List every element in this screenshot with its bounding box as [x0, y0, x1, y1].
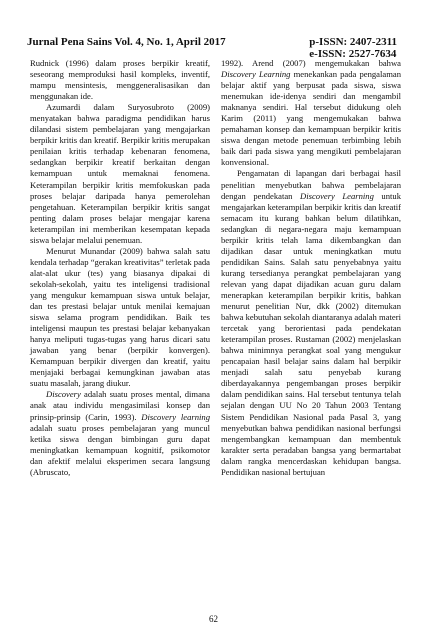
italic-term: Discovery: [46, 389, 81, 400]
right-text-column: [221, 58, 401, 478]
text-run: Azumardi dalam Suryosubroto (2009) menyatakan bahwa paradigma pendidikan harus dilandasi sistem pembelajaran yang mengajarkan berpikir kritis dan kreatif. Berpikir kritis merupakan penilaian kritis terhadap kebenaran fenomena, sedangkan berpikir kreatif berkaitan dengan kemampuan untuk memaknai fenomena. Keterampilan berpikir kritis memfokuskan pada proses belajar daripada hanya pemerolehan pengetahuan. Keterampilan berpikir kritis sangat penting dalam proses belajar mengajar karena keterampilan ini memberikan kesempatan kepada siswa belajar melalui penemuan.: [30, 102, 210, 245]
journal-title: Jurnal Pena Sains Vol. 4, No. 1, April 2017: [27, 36, 226, 48]
italic-term: Discovery learning: [141, 411, 211, 422]
right-column-paragraph: [221, 58, 401, 168]
text-run: 1992). Arend (2007) mengemukakan bahwa: [221, 58, 401, 68]
text-run: untuk mengajarkan keterampilan berpikir kritis dan kreatif semacam itu kurang bahkan belum dilatihkan, sedangkan di negara-negara maju kemampuan berpikir kritis telah lama dikembangkan dan dijadikan dasar untuk meningkatkan mutu pendidikan Sains. Salah satu penyebabnya yaitu kurang tersedianya perangkat pembelajaran yang relevan yang dapat dijadikan acuan guru dalam menerapkan keterampilan berpikir kritis, bahkan menurut penelitian Nur, dkk (2002) ditemukan bahwa kebutuhan sekolah diantaranya adalah materi tercetak yang berorientasi pada pendekatan keterampilan proses. Rustaman (2002) menjelaskan bahwa minimnya perangkat soal yang mengukur pencapaian hasil belajar sains dalam hal berpikir menjadi salah satu penyebab kurang diberdayakannya pengembangan proses berpikir dalam pendidikan sains. Hal tersebut tentunya telah sejalan dengan UU No 20 Tahun 2003 Tentang Sistem Pendidikan Nasional pada Pasal 3, yang menyebutkan bahwa pendidikan nasional berfungsi mengembangkan kemampuan dan membentuk karakter serta peradaban bangsa yang bermartabat dalam rangka mencerdaskan kehidupan bangsa. Pendidikan nasional bertujuan: [221, 190, 402, 477]
italic-term: Discovery Learning: [300, 190, 374, 201]
electronic-issn: e-ISSN: 2527-7634: [309, 48, 397, 60]
issn-block: [309, 36, 397, 60]
print-issn: p-ISSN: 2407-2311: [309, 36, 397, 48]
left-column-paragraph: [30, 102, 210, 246]
right-column-paragraph: [221, 168, 401, 477]
text-run: adalah suatu proses mental, dimana anak atau individu mengasimilasi konsep dan prinsip-prinsip (Carin, 1993).: [30, 389, 210, 422]
left-text-column: [30, 58, 210, 478]
page-number: 62: [209, 614, 218, 624]
left-column-paragraph: [30, 58, 210, 102]
text-run: menekankan pada pengalaman belajar aktif yang berpusat pada siswa, siswa menemukan ide-idenya sendiri dan mengambil maknanya sendiri. Hal tersebut didukung oleh Karim (2011) yang mengemukakan bahwa pemahaman konsep dan kemampuan berpikir kritis siswa dengan metode penemuan terbimbing lebih baik dari pada siswa yang mengikuti pembelajaran konvensional.: [221, 69, 401, 168]
text-run: adalah suatu proses pembelajaran yang muncul ketika siswa dengan bimbingan guru dapat meningkatkan kemampuan kognitif, psikomotor dan afektif melalui eksperimen secara langsung (Abruscato,: [30, 422, 210, 477]
text-run: Rudnick (1996) dalam proses berpikir kreatif, seseorang memproduksi hasil kompleks, inventif, mampu mensintesis, menggeneralisasikan dan menggunakan ide.: [30, 58, 210, 102]
italic-term: Discovery Learning: [221, 69, 291, 80]
text-run: Menurut Munandar (2009) bahwa salah satu kendala terhadap “gerakan kreativitas” terletak pada alat-alat ukur (tes) yang biasanya dipakai di sekolah-sekolah, yaitu tes inteligensi tradisional yang mengukur kemampuan siswa untuk belajar, dan tes prestasi belajar untuk menilai kemajuan siswa selama program pendidikan. Baik tes inteligensi maupun tes prestasi belajar kebanyakan hanya meliputi tugas-tugas yang harus dicari satu jawaban yang benar (berpikir konvergen). Kemampuan berpikir divergen dan kreatif, yaitu menjajaki berbagai kemungkinan jawaban atas suatu masalah, jarang diukur.: [30, 245, 210, 389]
left-column-paragraph: [30, 389, 210, 477]
left-column-paragraph: [30, 246, 210, 390]
text-run: Pengamatan di lapangan dari berbagai hasil penelitian menyebutkan bahwa pembelajaran dengan pendekatan: [221, 168, 401, 201]
